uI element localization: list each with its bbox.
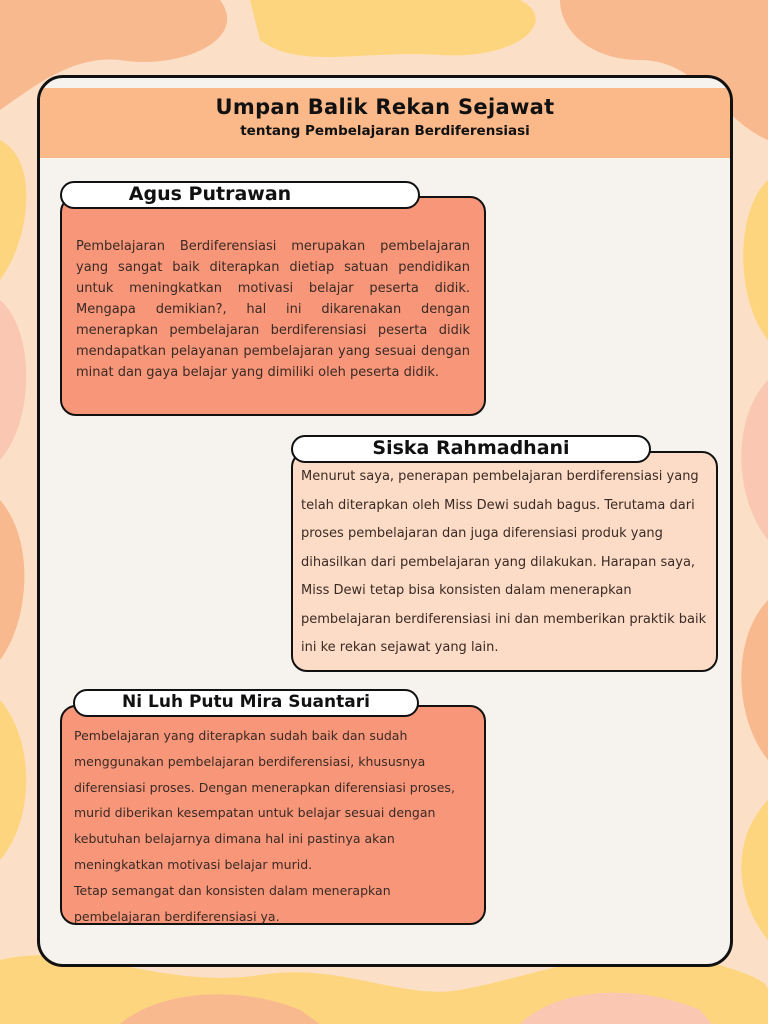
feedback-text: Menurut saya, penerapan pembelajaran berdiferensiasi yang telah diterapkan oleh Miss Dewi sudah bagus. Terutama dari proses pembelajaran dan juga diferensiasi produk yang dihasilkan dari pembelajaran yang dilakukan. Harapan saya, Miss Dewi tetap bisa konsisten dalam menerapkan pembelajaran berdiferensiasi ini dan memberikan praktik baik ini ke rekan sejawat yang lain.: [301, 469, 707, 655]
reviewer-name-2: Siska Rahmadhani: [291, 435, 651, 463]
feedback-box-3: [60, 705, 486, 925]
page-subtitle: tentang Pembelajaran Berdiferensiasi: [240, 123, 530, 139]
page-title: Umpan Balik Rekan Sejawat: [215, 95, 555, 119]
reviewer-name-3: Ni Luh Putu Mira Suantari: [73, 689, 419, 717]
header-band: [40, 88, 730, 158]
feedback-box-1: [60, 196, 486, 416]
feedback-text: Pembelajaran yang diterapkan sudah baik dan sudah menggunakan pembelajaran berdiferensiasi, khususnya diferensiasi proses. Dengan menerapkan diferensiasi proses, murid diberikan kesempatan untuk belajar sesuai dengan kebutuhan belajarnya dimana hal ini pastinya akan meningkatkan motivasi belajar murid.: [74, 728, 455, 872]
feedback-box-2: [291, 451, 718, 672]
reviewer-name-1: Agus Putrawan: [60, 181, 420, 209]
feedback-text: Pembelajaran Berdiferensiasi merupakan pembelajaran yang sangat baik diterapkan dietiap satuan pendidikan untuk meningkatkan motivasi belajar peserta didik. Mengapa demikian?, hal ini dikarenakan dengan menerapkan pembelajaran berdiferensiasi peserta didik mendapatkan pelayanan pembelajaran yang sesuai dengan minat dan gaya belajar yang dimiliki oleh peserta didik.: [76, 239, 470, 380]
feedback-closing-text: Tetap semangat dan konsisten dalam menerapkan pembelajaran berdiferensiasi ya.: [74, 882, 391, 924]
feedback-card: [37, 75, 733, 967]
